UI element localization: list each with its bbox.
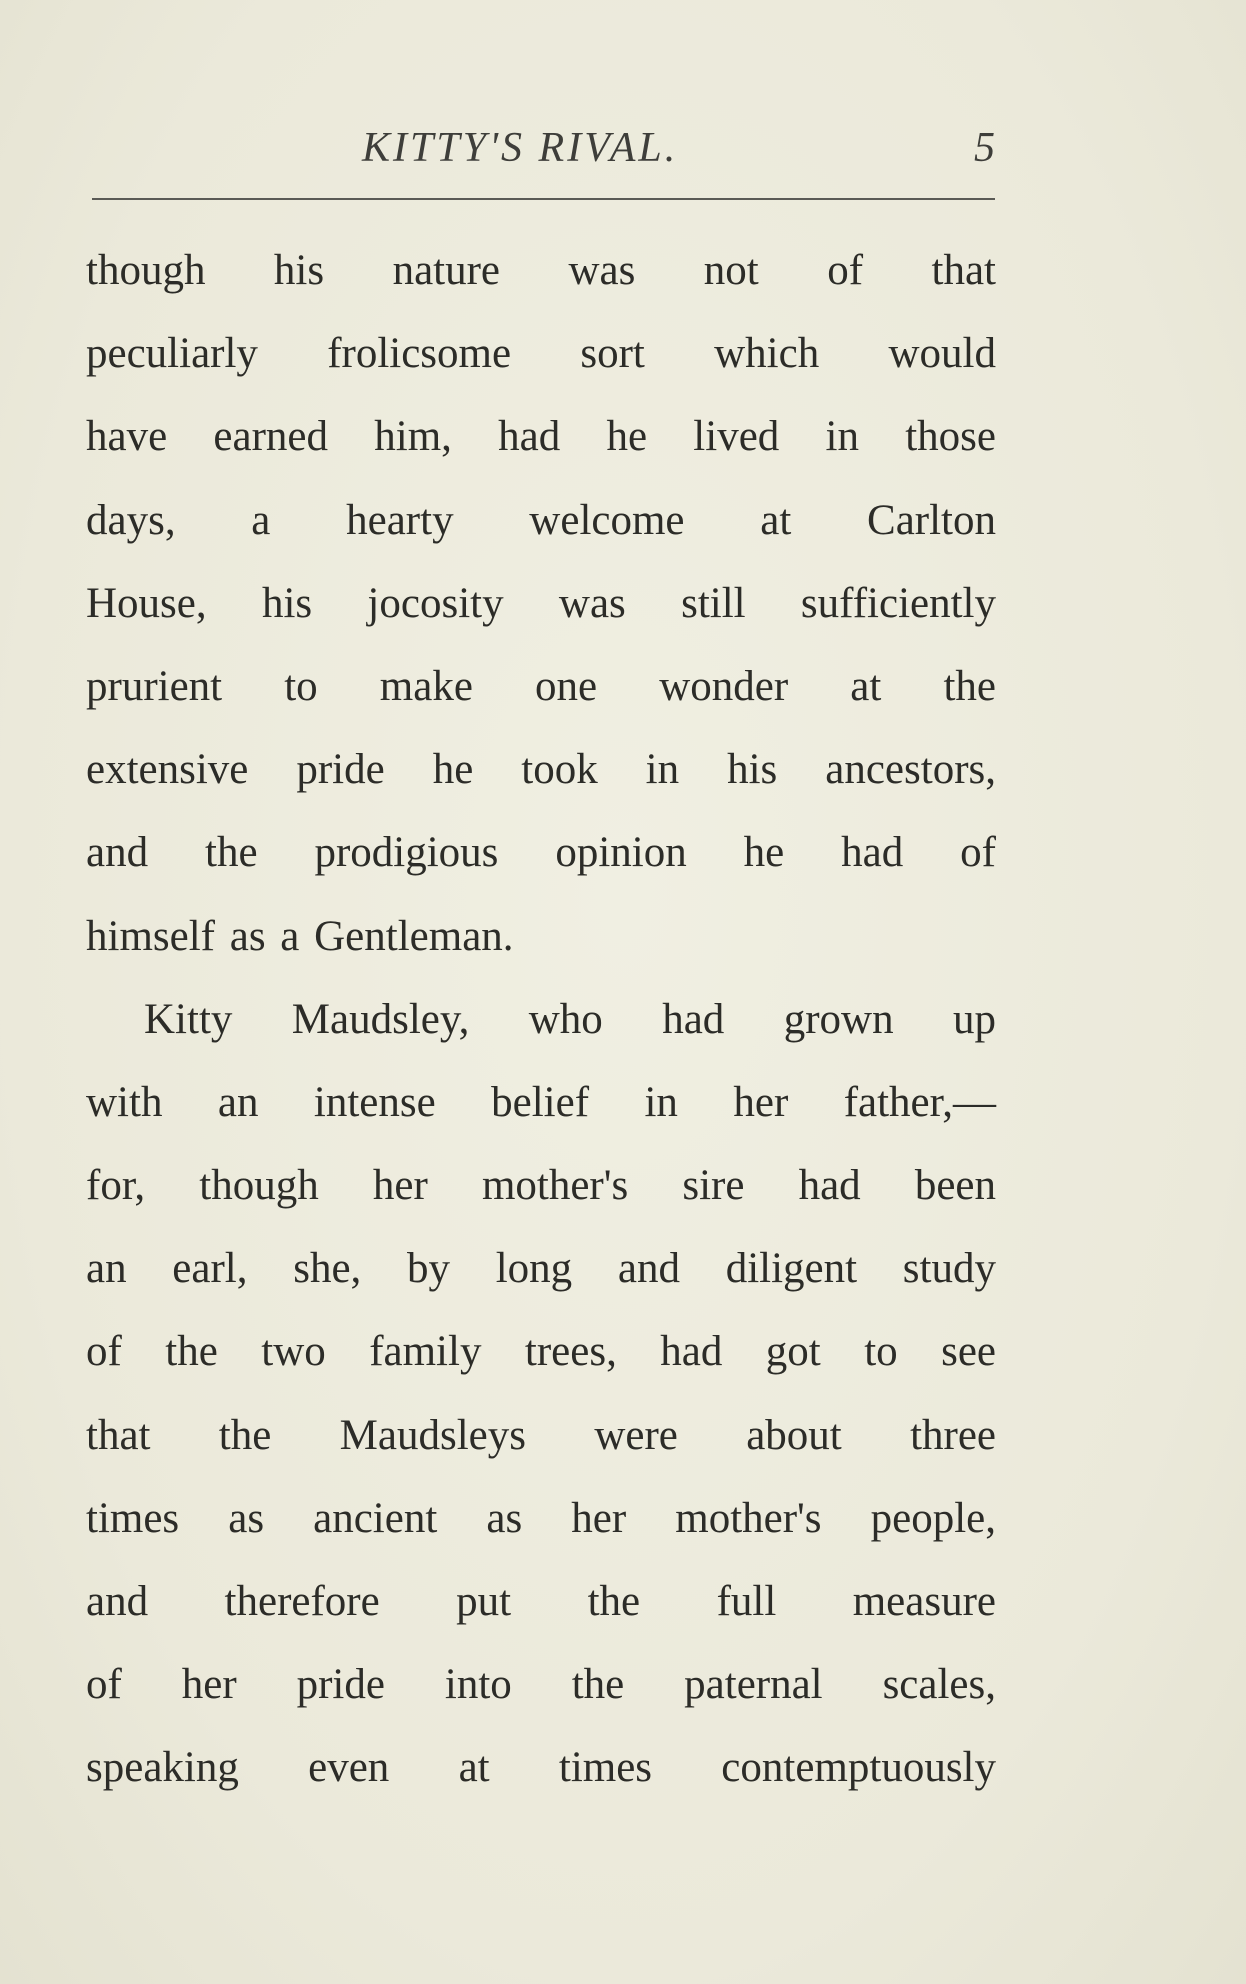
text-line: for, though her mother's sire had been <box>86 1162 996 1210</box>
text-line: speaking even at times contemptuously <box>86 1744 996 1792</box>
text-line: prurient to make one wonder at the <box>86 662 996 710</box>
page-number: 5 <box>974 125 995 171</box>
paragraph-start-line: Kitty Maudsley, who had grown up <box>144 995 996 1043</box>
text-line: an earl, she, by long and diligent study <box>86 1245 996 1293</box>
text-line: times as ancient as her mother's people, <box>86 1494 996 1542</box>
paragraph-end-line: himself as a Gentleman. <box>86 912 514 960</box>
text-line: and therefore put the full measure <box>86 1578 996 1625</box>
running-header <box>90 124 995 174</box>
text-line: days, a hearty welcome at Carlton <box>86 496 996 544</box>
running-title: KITTY'S RIVAL. <box>362 125 679 171</box>
text-line: of the two family trees, had got to see <box>86 1328 996 1376</box>
text-line: and the prodigious opinion he had of <box>86 829 996 877</box>
text-line: though his nature was not of that <box>86 247 996 294</box>
header-rule <box>92 198 995 200</box>
text-line: have earned him, had he lived in those <box>86 413 996 461</box>
text-line: that the Maudsleys were about three <box>86 1411 996 1459</box>
text-line: with an intense belief in her father,— <box>86 1078 996 1126</box>
text-line: extensive pride he took in his ancestors, <box>86 746 996 794</box>
text-line: House, his jocosity was still sufficiently <box>86 579 996 627</box>
text-line: peculiarly frolicsome sort which would <box>86 330 996 378</box>
body-text <box>86 240 996 1821</box>
text-line: of her pride into the paternal scales, <box>86 1661 996 1709</box>
